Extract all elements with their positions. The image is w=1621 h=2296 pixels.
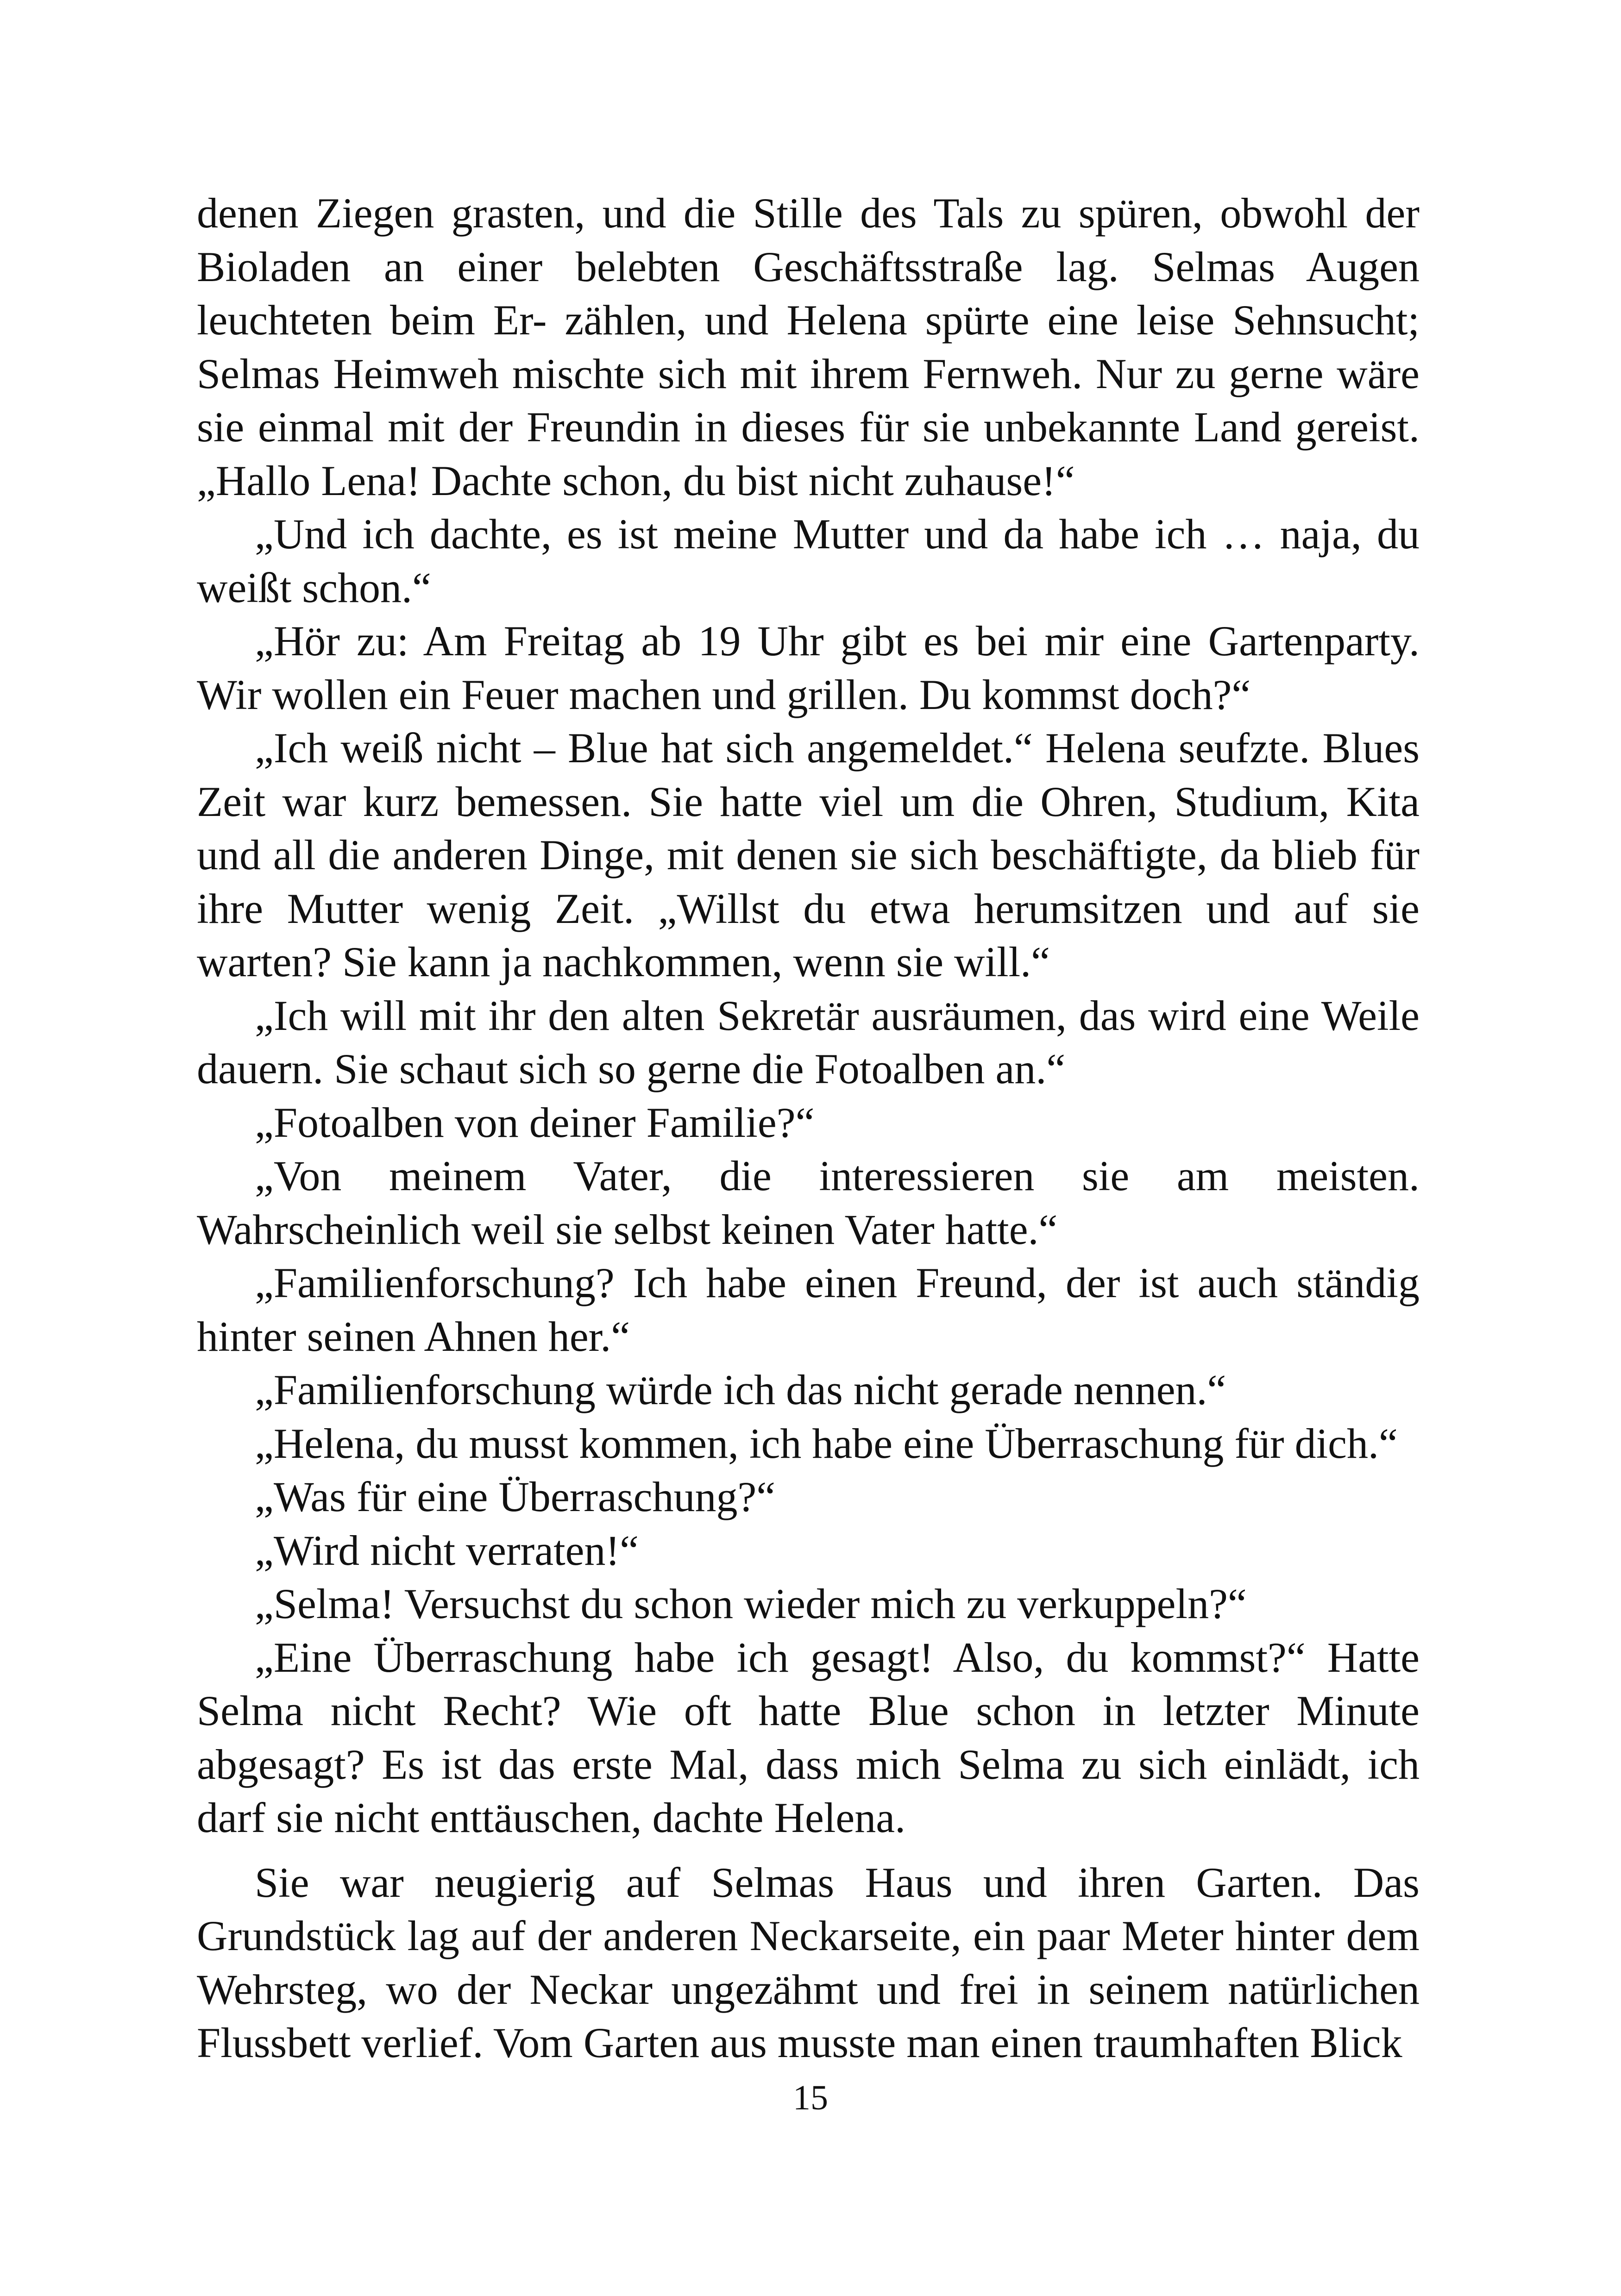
paragraph-9: „Familienforschung würde ich das nicht gerade nennen.“ — [255, 1366, 1226, 1413]
body-text — [197, 187, 1420, 2070]
paragraph-15: Sie war neugierig auf Selmas Haus und ihren Garten. Das Grundstück lag auf der anderen Neckarseite, ein paar Meter hinter dem Wehrsteg, wo der Neckar ungezähmt und frei in seinem natürlichen Flussbett verlief. Vom Garten aus musste man einen traumhaften Blick — [197, 1858, 1420, 2066]
paragraph-3: „Hör zu: Am Freitag ab 19 Uhr gibt es bei mir eine Gartenparty. Wir wollen ein Feuer machen und grillen. Du kommst doch?“ — [197, 617, 1420, 718]
paragraph-4: „Ich weiß nicht – Blue hat sich angemeldet.“ Helena seufzte. Blues Zeit war kurz bemessen. Sie hatte viel um die Ohren, Studium, Kita und all die anderen Dinge, mit denen sie sich beschäftigte, da blieb für ihre Mutter wenig Zeit. „Willst du etwa herumsitzen und auf sie warten? Sie kann ja nachkommen, wenn sie will.“ — [197, 724, 1420, 985]
paragraph-5: „Ich will mit ihr den alten Sekretär ausräumen, das wird eine Weile dauern. Sie schaut sich so gerne die Fotoalben an.“ — [197, 991, 1420, 1092]
paragraph-13: „Selma! Versuchst du schon wieder mich zu verkuppeln?“ — [255, 1580, 1247, 1627]
page-number: 15 — [793, 2078, 828, 2117]
paragraph-6: „Fotoalben von deiner Familie?“ — [255, 1098, 815, 1146]
paragraph-11: „Was für eine Überraschung?“ — [255, 1473, 776, 1520]
paragraph-2: „Und ich dachte, es ist meine Mutter und da habe ich … naja, du weißt schon.“ — [197, 510, 1420, 611]
paragraph-8: „Familienforschung? Ich habe einen Freund, der ist auch ständig hinter seinen Ahnen her.“ — [197, 1259, 1420, 1360]
paragraph-7: „Von meinem Vater, die interessieren sie am meisten. Wahrscheinlich weil sie selbst keinen Vater hatte.“ — [197, 1152, 1420, 1253]
paragraph-10: „Helena, du musst kommen, ich habe eine Überraschung für dich.“ — [255, 1419, 1398, 1467]
paragraph-1: denen Ziegen grasten, und die Stille des Tals zu spüren, obwohl der Bioladen an einer belebten Geschäftsstraße lag. Selmas Augen leuchteten beim Er- zählen, und Helena spürte eine leise Sehnsucht; Selmas Heimweh mischte sich mit ihrem Fernweh. Nur zu gerne wäre sie einmal mit der Freundin in dieses für sie unbekannte Land gereist. „Hallo Lena! Dachte schon, du bist nicht zuhause!“ — [197, 189, 1420, 504]
paragraph-14: „Eine Überraschung habe ich gesagt! Also, du kommst?“ Hatte Selma nicht Recht? Wie oft hatte Blue schon in letzter Minute abgesagt? Es ist das erste Mal, dass mich Selma zu sich einlädt, ich darf sie nicht enttäuschen, dachte Helena. — [197, 1633, 1420, 1841]
paragraph-12: „Wird nicht verraten!“ — [255, 1526, 639, 1574]
